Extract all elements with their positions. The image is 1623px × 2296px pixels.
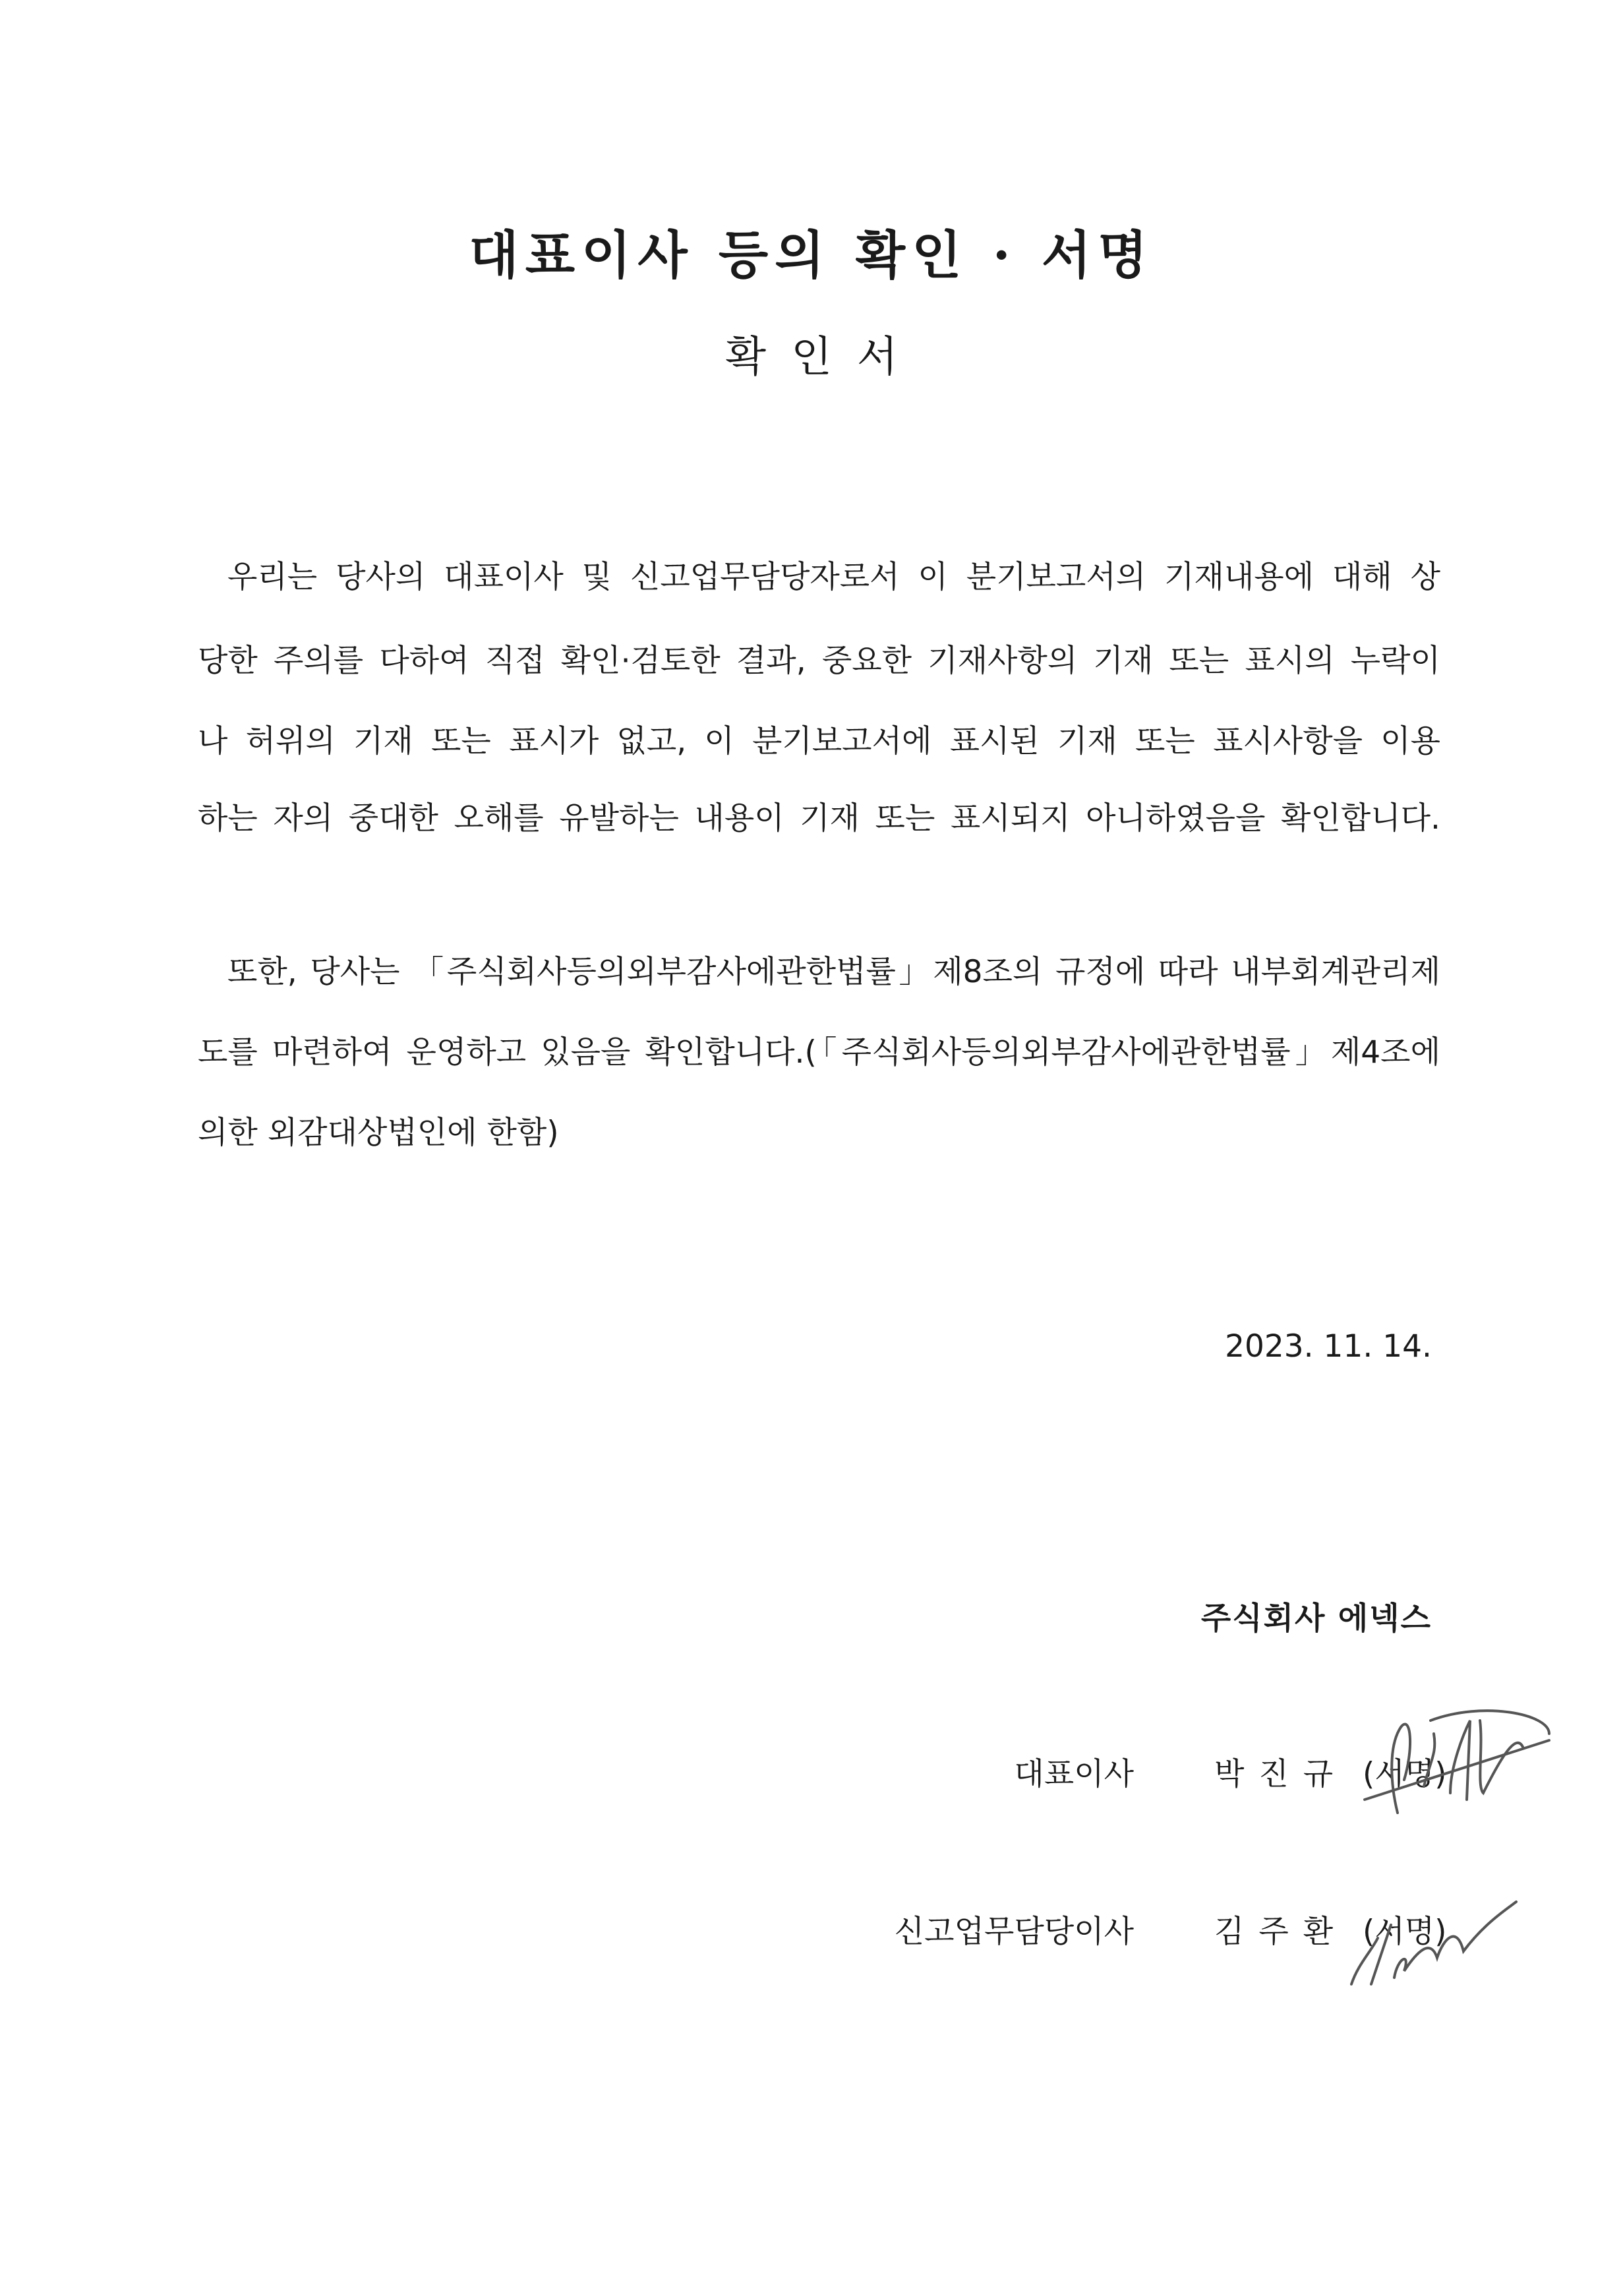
company-name: 주식회사 에넥스 [1200,1601,1432,1637]
signatory-name: 김주환 [1214,1914,1348,1950]
paragraph-line: 의한 외감대상법인에 한함) [198,1115,559,1151]
paragraph-line: 또한, 당사는 「주식회사등의외부감사에관한법률」제8조의 규정에 따라 내부회계관리제 [227,954,1440,990]
signatory-role: 신고업무담당이사 [894,1914,1134,1950]
sign-label: (서명) [1363,1914,1447,1950]
paragraph-line: 도를 마련하여 운영하고 있음을 확인합니다.(「주식회사등의외부감사에관한법률」제4조에 [198,1034,1440,1071]
handwritten-signature-ceo [1351,1707,1569,1833]
document-subtitle: 확인서 [725,333,923,382]
handwritten-signature-officer [1332,1899,1529,1991]
paragraph-line: 우리는 당사의 대표이사 및 신고업무담당자로서 이 분기보고서의 기재내용에 대해 상 [227,559,1440,595]
signatory-name: 박진규 [1214,1756,1348,1792]
signatory-role: 대표이사 [1014,1756,1134,1792]
document-date: 2023. 11. 14. [1225,1328,1432,1365]
paragraph-line: 나 허위의 기재 또는 표시가 없고, 이 분기보고서에 표시된 기재 또는 표시사항을 이용 [198,723,1440,759]
document-title: 대표이사 등의 확인 · 서명 [469,225,1154,285]
paragraph-line: 당한 주의를 다하여 직접 확인·검토한 결과, 중요한 기재사항의 기재 또는 표시의 누락이 [198,643,1440,679]
sign-label: (서명) [1363,1756,1447,1792]
paragraph-line: 하는 자의 중대한 오해를 유발하는 내용이 기재 또는 표시되지 아니하였음을 확인합니다. [198,800,1440,837]
